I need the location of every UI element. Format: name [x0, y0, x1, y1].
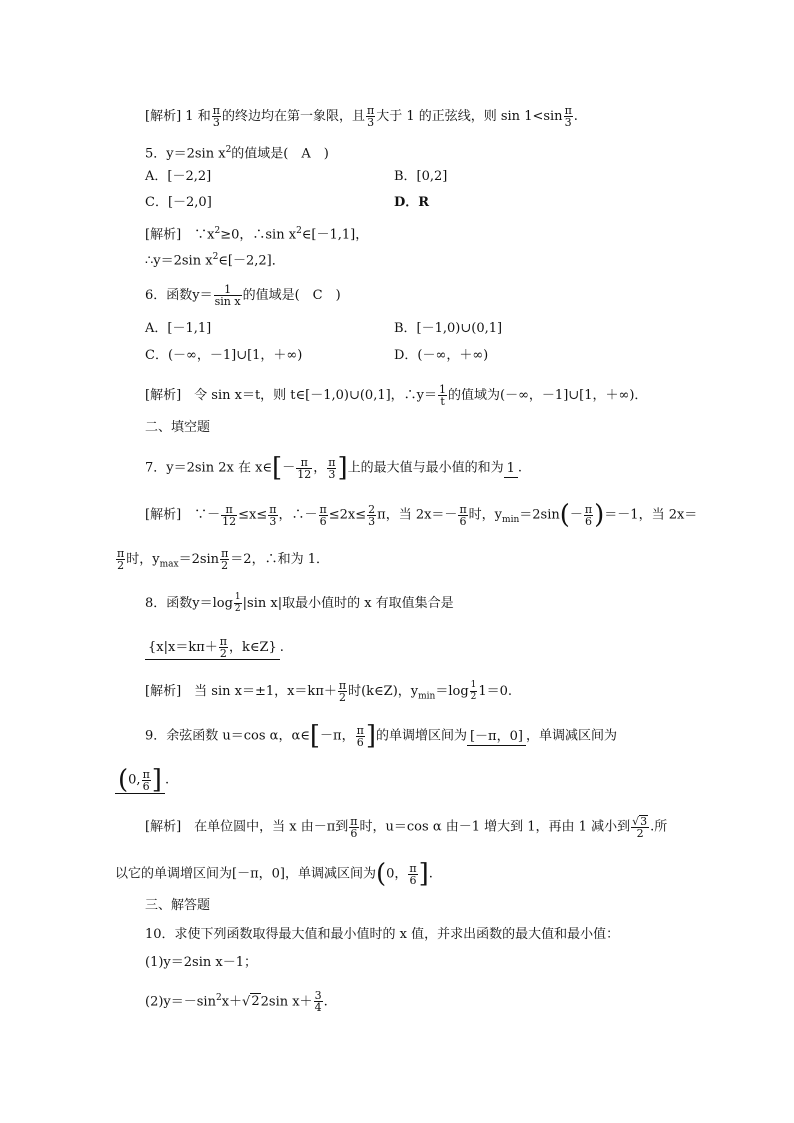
text: 以它的单调增区间为[－π，0]，单调减区间为 [115, 866, 376, 882]
text: ，k∈Z} [228, 640, 277, 655]
text: 0， [386, 866, 408, 882]
text: 二、填空题 [145, 420, 211, 435]
explanation-8 [145, 680, 512, 705]
denominator: 12 [222, 514, 237, 528]
fraction [234, 592, 242, 615]
fraction [631, 815, 649, 839]
text: C．(－∞，－1]∪[1，＋∞) [145, 348, 303, 363]
denominator: 2 [631, 827, 649, 839]
text: 时，y [468, 507, 503, 523]
numerator: π [221, 547, 229, 560]
denominator: 4 [314, 1001, 322, 1015]
text: 时，y [126, 552, 160, 567]
numerator: 1 [234, 592, 241, 602]
numerator: π [328, 455, 336, 469]
answer-9-decrease: (0, $\frac{\pi}{6}$ ] . [115, 767, 169, 794]
denominator: 2 [221, 559, 229, 572]
denominator: 3 [564, 116, 572, 129]
fraction [366, 105, 375, 128]
text: 上的最大值与最小值的和为 [347, 460, 504, 476]
text: 的值域是( A ) [231, 146, 329, 162]
question-9: 9．余弦函数 u＝cos α，α∈[－π， $\frac{\pi}{6}$ ]的单调增区间为 [－π，0] ，单调减区间为 [145, 721, 617, 751]
fraction [268, 504, 277, 527]
option-5b [394, 169, 447, 185]
denominator: 2 [219, 647, 227, 660]
denominator: 6 [409, 873, 417, 887]
explanation-6 [145, 384, 647, 407]
fraction [408, 863, 417, 886]
section-answer [145, 898, 210, 914]
text: A．[－1,1] [145, 321, 212, 336]
text: 9．余弦函数 u＝cos α，α∈ [145, 728, 310, 744]
text: [解析] ∵x [145, 227, 215, 243]
text: 2sin x＋ [260, 994, 313, 1010]
fraction [458, 504, 467, 527]
fraction [212, 105, 221, 128]
explanation-9-line1 [145, 815, 667, 839]
text: [解析] ∵－ [145, 507, 221, 523]
text: ≤2x≤ [328, 507, 367, 523]
numerator: √3 [632, 815, 648, 828]
fraction [221, 504, 237, 527]
text: ∴y＝2sin x [145, 253, 213, 269]
denominator: 3 [368, 514, 376, 528]
text: [解析] 令 sin x＝t，则 t∈[－1,0)∪(0,1]，∴y＝ [145, 388, 438, 403]
fraction [564, 105, 573, 128]
explanation-7-line1: [解析] ∵－ $\frac{\pi}{12}$ ≤x≤ $\frac{\pi}{3}$ ，∴－ $\frac{\pi}{6}$ ≤2x≤ $\frac{2}{3}$ π，当 2x＝－ $\frac{\pi}{6}$ 时，$y_{min}=2\sin(-$ $\frac{\pi}{6}$ )＝－1，当 2x＝ [145, 500, 698, 530]
text: B．[－1,0)∪(0,1] [394, 321, 503, 336]
numerator: 3 [314, 989, 322, 1003]
answer-8: {x|x＝kπ＋ $\frac{\pi}{2}$ ，k∈Z} . [145, 636, 284, 660]
denominator: sin x [214, 295, 241, 308]
numerator: π [142, 767, 150, 781]
text: 1 和 [185, 109, 211, 124]
denominator: 6 [319, 514, 327, 528]
sqrt-3: 3 [640, 815, 648, 828]
numerator: π [564, 104, 572, 117]
text: 6．函数y＝ [145, 288, 213, 303]
text: ＝2，∴和为 1． [230, 552, 329, 567]
text: ＝－1，当 2x＝ [604, 507, 698, 523]
question-6 [145, 284, 341, 307]
text: 的值域为(－∞，－1]∪[1，＋∞)． [448, 388, 648, 403]
denominator: 12 [297, 467, 312, 481]
numerator: π [269, 502, 277, 516]
denominator: 3 [328, 467, 336, 481]
option-5d [394, 195, 429, 211]
fraction [319, 504, 328, 527]
option-6b [394, 321, 502, 337]
numerator: π [350, 814, 358, 828]
denominator: 3 [212, 116, 220, 129]
section-fill-blank [145, 420, 210, 436]
question-8 [145, 592, 454, 615]
numerator: π [459, 502, 467, 516]
question-10-2: $(2)y=-\sin^2x+√22\sin$ x＋ $\frac{3}{4}$ . [145, 989, 328, 1015]
text: {x|x＝kπ＋ [148, 640, 218, 655]
text: ∈[－1,1]， [301, 227, 369, 243]
option-5a [145, 169, 211, 185]
text: 三、解答题 [145, 898, 211, 913]
answer-9-increase: [－π，0] [467, 729, 526, 746]
explanation-5-line1: [解析] $\because x^2\ge 0$，∴sin $x^2\in[-1,1]$， [145, 226, 369, 243]
text: ＝log [435, 684, 469, 699]
numerator: π [366, 104, 375, 117]
denominator: 6 [459, 514, 467, 528]
denominator: 2 [117, 559, 125, 572]
denominator: 3 [367, 116, 375, 129]
text: |sin x|取最小值时的 x 有取值集合是 [242, 596, 454, 611]
text: － [282, 460, 296, 476]
fraction [470, 680, 478, 703]
explanation-7-line2 [115, 548, 329, 573]
fraction [314, 990, 323, 1013]
text: [解析] 当 sin x＝±1，x＝kπ＋ [145, 684, 337, 699]
question-7: 7．y＝2sin 2x 在 x∈[－ $\frac{\pi}{12}$ ， $\frac{\pi}{3}$ ]上的最大值与最小值的和为 1 . [145, 453, 523, 483]
numerator: π [219, 635, 227, 648]
text: 时，u＝cos α 由－1 增大到 1，再由 1 减小到 [359, 819, 631, 835]
text: ∈[－2,2]． [218, 253, 285, 269]
text: 的值域是( C ) [242, 288, 341, 303]
denominator: 2 [338, 691, 346, 704]
numerator: 1 [470, 680, 477, 690]
answer-8-underline [145, 636, 280, 660]
text: ，∴－ [278, 507, 318, 523]
text: ，单调减区间为 [525, 728, 617, 744]
explanation-4: [解析] 1 和 $\frac{\pi}{3}$ 的终边均在第一象限，且 $\frac{\pi}{3}$ 大于 1 的正弦线，则 sin 1<sin $\frac{\pi}{3}$ . [145, 104, 578, 129]
denominator: 6 [585, 514, 593, 528]
numerator: 1 [224, 283, 232, 296]
subscript: min [502, 515, 520, 526]
denominator: 6 [142, 779, 150, 793]
fraction [367, 504, 376, 527]
answer-9-underline: (0, $\frac{\pi}{6}$ ] [115, 767, 165, 794]
label-jiexi: [解析] [145, 109, 182, 124]
option-5c [145, 195, 212, 211]
text: ＝2sin [178, 552, 220, 567]
numerator: 1 [439, 383, 447, 396]
text: ＝2sin [519, 507, 560, 523]
fraction [349, 816, 358, 839]
text: .所 [650, 819, 668, 835]
text: x＋ [221, 994, 243, 1010]
text: 大于 1 的正弦线，则 sin 1<sin [376, 109, 563, 124]
fraction [296, 457, 312, 480]
text: π，当 2x＝－ [377, 507, 458, 523]
sqrt-2: 2 [251, 994, 260, 1010]
text: (2)y＝－sin [145, 994, 216, 1010]
denominator: 2 [234, 604, 241, 614]
denominator: 2 [470, 692, 477, 702]
numerator: π [356, 723, 364, 737]
numerator: π [225, 502, 233, 516]
fraction [219, 636, 228, 659]
fraction [214, 284, 242, 307]
question-5: 5．y＝2sin $x^2$的值域是( A ) [145, 145, 329, 162]
explanation-9-line2: 以它的单调增区间为[－π，0]，单调减区间为(0， $\frac{\pi}{6}$ ]. [115, 859, 433, 889]
answer-7: 1 [504, 461, 518, 478]
numerator: π [212, 104, 220, 117]
text: ≥0，∴sin x [220, 227, 297, 243]
text: [解析] 在单位圆中，当 x 由－π到 [145, 819, 349, 835]
text: －π， [320, 728, 355, 744]
text: 8．函数y＝log [145, 596, 233, 611]
text: B．[0,2] [394, 169, 448, 184]
question-10 [145, 927, 619, 943]
subscript: min [418, 691, 436, 702]
denominator: 6 [350, 826, 358, 840]
fraction [142, 769, 151, 792]
denominator: t [438, 395, 447, 407]
text: 10．求使下列函数取得最大值和最小值时的 x 值，并求出函数的最大值和最小值： [145, 927, 620, 942]
option-6c [145, 348, 302, 364]
text: 的单调增区间为 [375, 728, 467, 744]
fraction [356, 725, 365, 748]
option-6a [145, 321, 211, 337]
text: D．R [394, 195, 430, 210]
fraction [116, 548, 125, 571]
text: D．(－∞，＋∞) [394, 348, 489, 363]
explanation-5-line2: ∴y＝2sin $x^2\in[-2,2]$． [145, 252, 285, 269]
text: (1)y＝2sin x－1； [145, 955, 257, 970]
option-6d [394, 348, 488, 364]
fraction [220, 548, 229, 571]
numerator: π [409, 861, 417, 875]
fraction [327, 457, 336, 480]
text: 1＝0. [478, 684, 513, 699]
denominator: 3 [269, 514, 277, 528]
text: 时(k∈Z)，y [348, 684, 419, 699]
numerator: π [117, 547, 125, 560]
text: C．[－2,0] [145, 195, 212, 210]
denominator: 6 [356, 735, 364, 749]
fraction [584, 504, 593, 527]
text: 的终边均在第一象限，且 [221, 109, 365, 124]
fraction [338, 680, 347, 703]
numerator: π [319, 502, 327, 516]
numerator: π [584, 502, 593, 516]
question-10-1 [145, 955, 257, 971]
fraction [438, 384, 447, 407]
text: 7．y＝2sin 2x 在 x∈ [145, 460, 273, 476]
text: ≤x≤ [238, 507, 268, 523]
numerator: π [338, 679, 347, 692]
numerator: π [300, 455, 308, 469]
numerator: 2 [368, 502, 376, 516]
text: 5．y＝2sin x [145, 146, 226, 162]
text: A．[－2,2] [145, 169, 212, 184]
text: 0, [128, 772, 141, 788]
subscript: max [159, 559, 179, 570]
